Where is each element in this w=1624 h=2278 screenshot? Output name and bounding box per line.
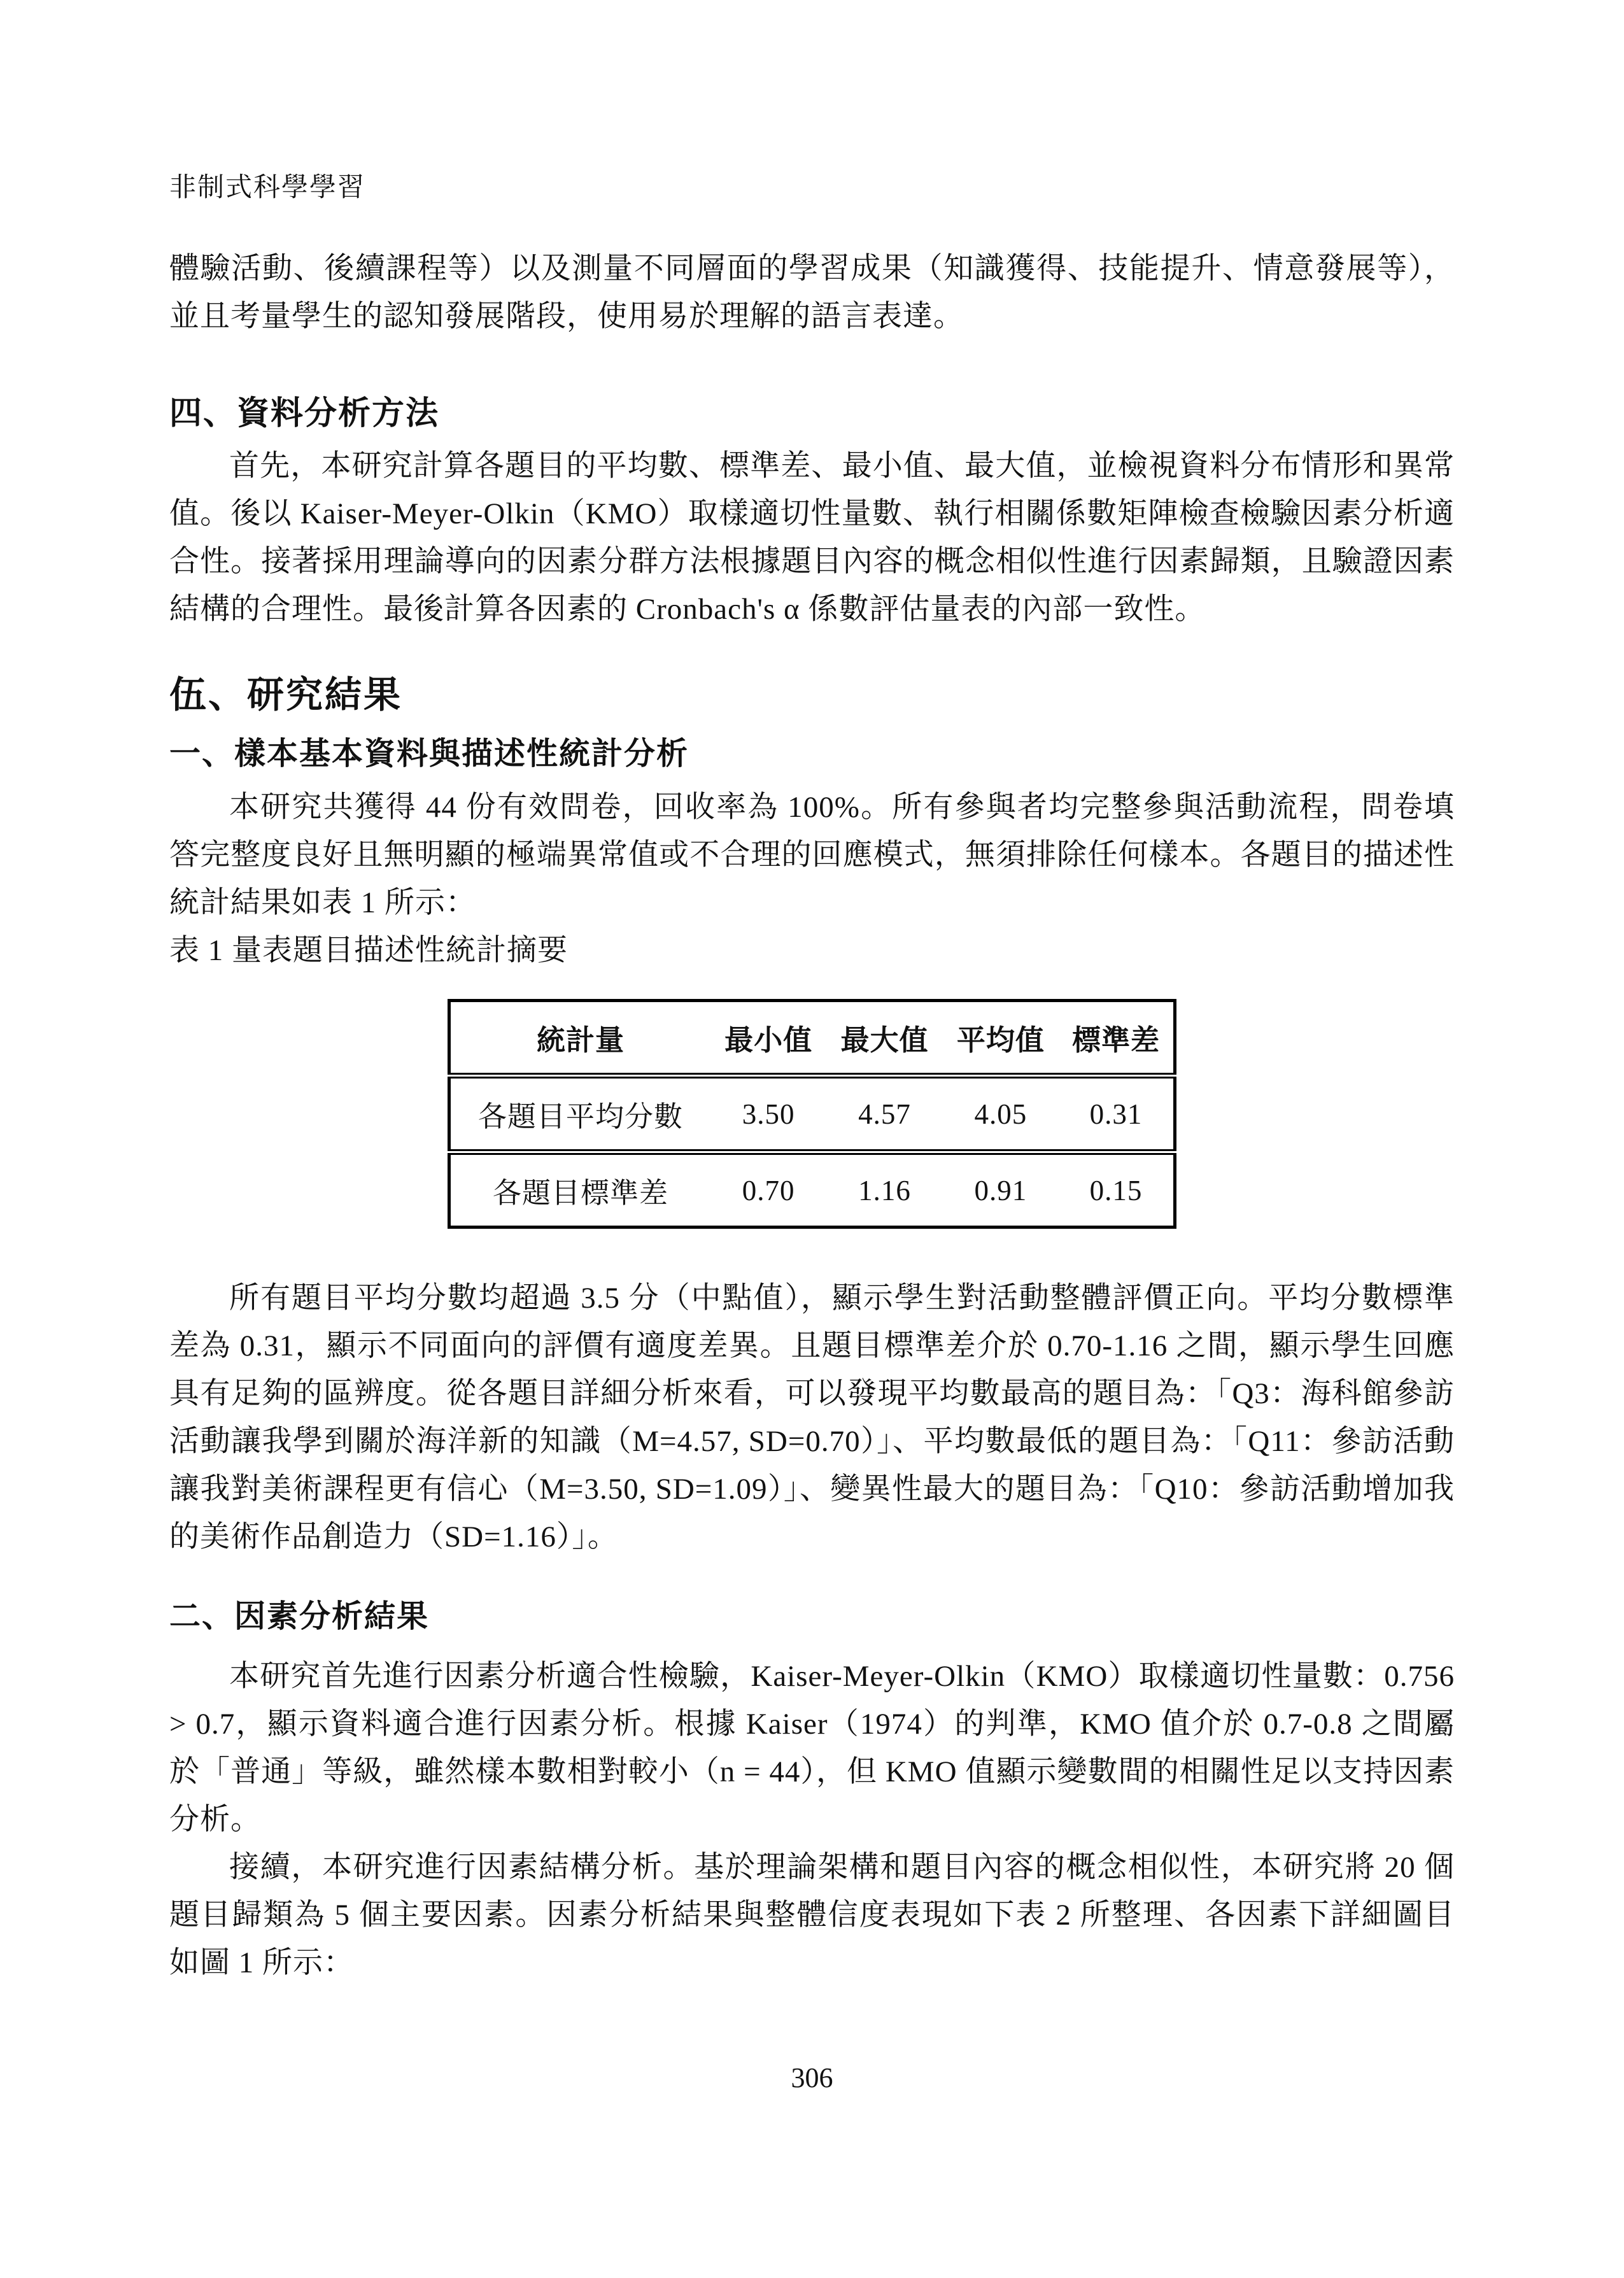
row-label: 各題目標準差 xyxy=(492,1177,668,1209)
paragraph-table1-interpretation: 所有題目平均分數均超過 3.5 分（中點值），顯示學生對活動整體評價正向。平均分數標準差為 0.31，顯示不同面向的評價有適度差異。且題目標準差介於 0.70-1.16 之間，顯示學生回應具有足夠的區辨度。從各題目詳細分析來看，可以發現平均數最高的題目為：「Q3：海科館參訪活動讓我學到關於海洋新的知識（M=4.57, SD=0.70）」、平均數最低的題目為：「Q11：參訪活動讓我對美術課程更有信心（M=3.50, SD=1.09）」、變異性最大的題目為：「Q10：參訪活動增加我的美術作品創造力（SD=1.16）」。 xyxy=(169,1282,1455,1553)
row-max: 4.57 xyxy=(826,1076,942,1152)
running-header: 非制式科學學習 xyxy=(169,173,366,202)
row-min: 3.50 xyxy=(710,1076,826,1152)
table-header-max: 最大值 xyxy=(826,1001,942,1076)
row-max: 1.16 xyxy=(858,1174,911,1206)
table-row xyxy=(449,1152,1175,1227)
table1-descriptive-statistics xyxy=(448,999,1176,1229)
subsection-heading-descriptive-statistics: 一、樣本基本資料與描述性統計分析 xyxy=(169,736,689,771)
page-content xyxy=(169,245,1455,1987)
table-row xyxy=(449,1076,1175,1152)
row-label: 各題目平均分數 xyxy=(449,1076,710,1152)
paragraph-data-analysis-method: 首先，本研究計算各題目的平均數、標準差、最小值、最大值，並檢視資料分布情形和異常值。後以 Kaiser-Meyer-Olkin（KMO）取樣適切性量數、執行相關係數矩陣檢查檢驗因素分析適合性。接著採用理論導向的因素分群方法根據題目內容的概念相似性進行因素歸類，且驗證因素結構的合理性。最後計算各因素的 Cronbach's α 係數評估量表的內部一致性。 xyxy=(169,449,1455,626)
row-mean: 4.05 xyxy=(943,1076,1059,1152)
section-heading-data-analysis-method: 四、資料分析方法 xyxy=(169,396,440,432)
intro-paragraph: 體驗活動、後續課程等）以及測量不同層面的學習成果（知識獲得、技能提升、情意發展等），並且考量學生的認知發展階段，使用易於理解的語言表達。 xyxy=(169,252,1455,333)
row-sd: 0.15 xyxy=(1089,1174,1143,1206)
paragraph-kmo-test: 本研究首先進行因素分析適合性檢驗，Kaiser-Meyer-Olkin（KMO）取樣適切性量數：0.756 > 0.7，顯示資料適合進行因素分析。根據 Kaiser（1974）的判準，KMO 值介於 0.7-0.8 之間屬於「普通」等級，雖然樣本數相對較小（n = 44），但 KMO 值顯示變數間的相關性足以支持因素分析。 xyxy=(169,1660,1455,1836)
section-heading-research-results: 伍、研究結果 xyxy=(169,674,403,716)
row-mean: 0.91 xyxy=(974,1174,1027,1206)
subsection-heading-factor-analysis: 二、因素分析結果 xyxy=(169,1599,430,1634)
table-header-mean: 平均值 xyxy=(943,1001,1059,1076)
table-header-min: 最小值 xyxy=(710,1001,826,1076)
table-header-row xyxy=(449,1001,1175,1076)
table-header-statistic: 統計量 xyxy=(449,1001,710,1076)
row-sd: 0.31 xyxy=(1059,1076,1175,1152)
table-header-sd: 標準差 xyxy=(1059,1001,1175,1076)
paragraph-sample-description: 本研究共獲得 44 份有效問卷，回收率為 100%。所有參與者均完整參與活動流程，問卷填答完整度良好且無明顯的極端異常值或不合理的回應模式，無須排除任何樣本。各題目的描述性統計結果如表 1 所示： xyxy=(169,791,1455,919)
page-number: 306 xyxy=(791,2062,833,2093)
row-min: 0.70 xyxy=(742,1174,795,1206)
table1-caption: 表 1 量表題目描述性統計摘要 xyxy=(169,934,568,967)
paragraph-factor-structure: 接續，本研究進行因素結構分析。基於理論架構和題目內容的概念相似性，本研究將 20 個題目歸類為 5 個主要因素。因素分析結果與整體信度表現如下表 2 所整理、各因素下詳細圖目如圖 1 所示： xyxy=(169,1851,1455,1979)
